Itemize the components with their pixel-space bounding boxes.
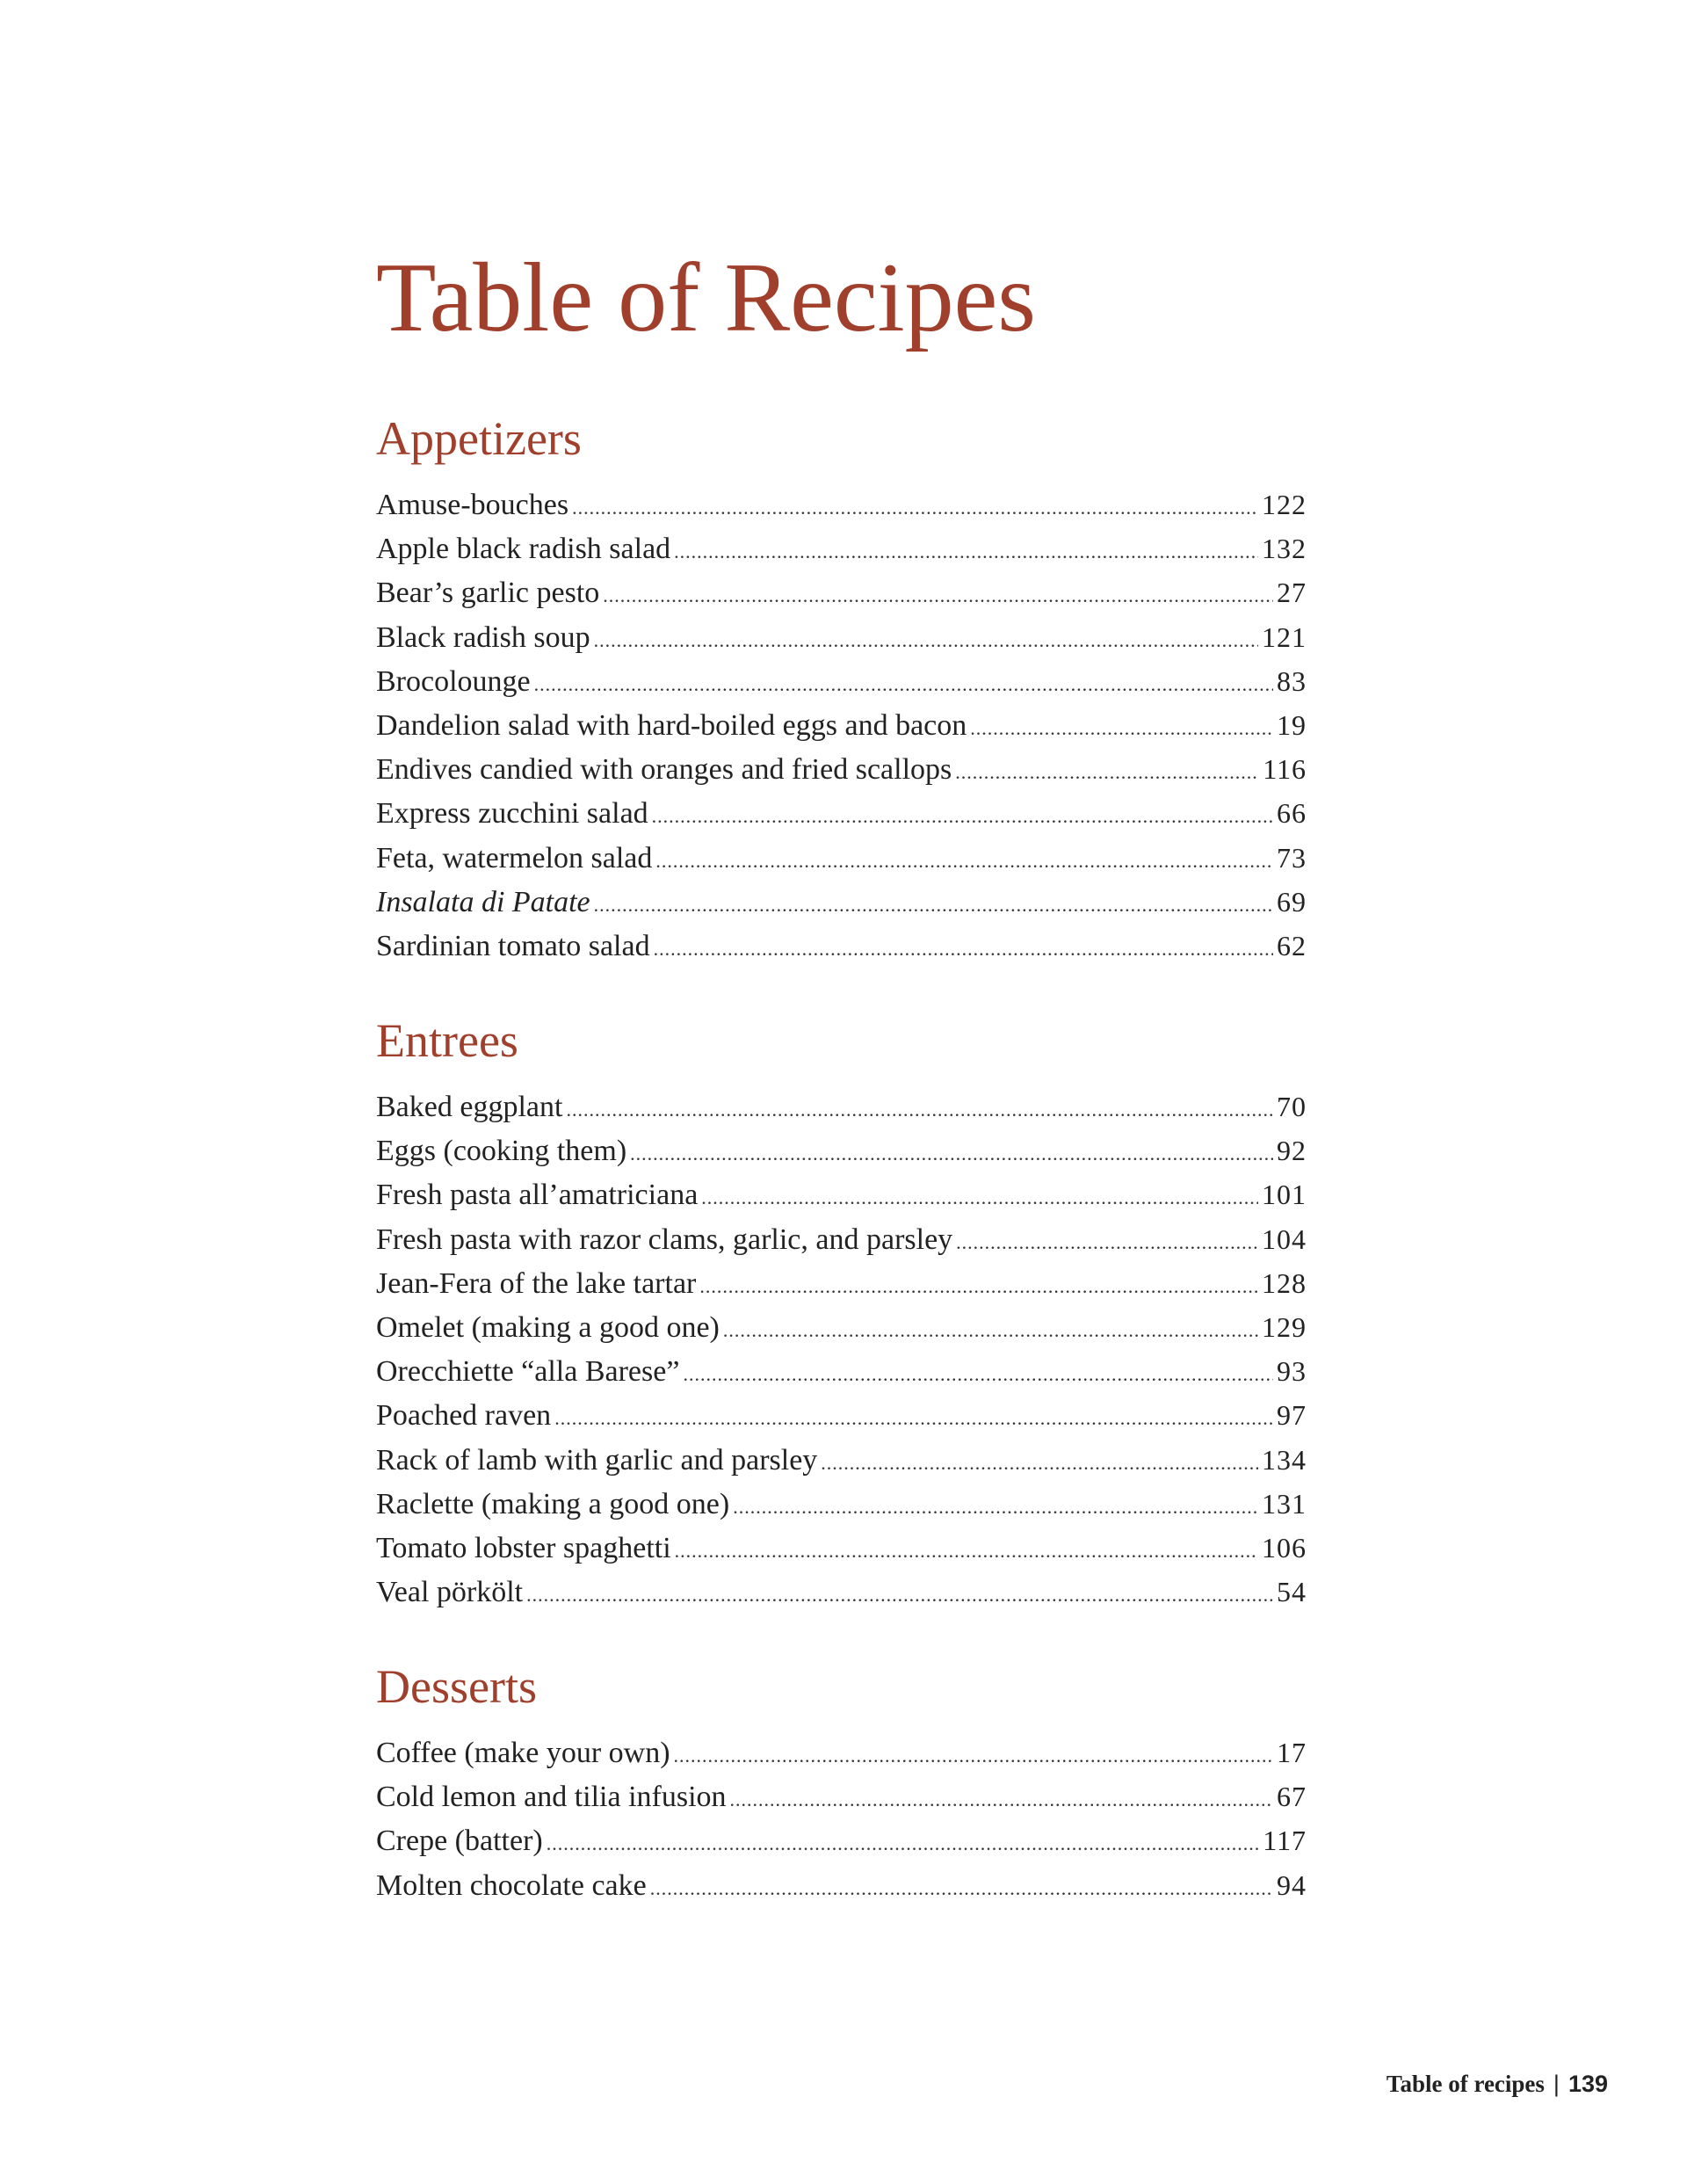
recipe-title: Endives candied with oranges and fried scallops: [376, 753, 952, 787]
recipe-title: Dandelion salad with hard-boiled eggs and bacon: [376, 708, 967, 742]
page-footer: [1353, 2071, 1608, 2098]
recipe-title: Omelet (making a good one): [376, 1310, 720, 1344]
recipe-entry: [376, 703, 1307, 747]
recipe-entry: [376, 1438, 1307, 1482]
recipe-entry: [376, 1261, 1307, 1305]
recipe-entry: [376, 880, 1307, 924]
recipe-page-number: 101: [1262, 1179, 1307, 1211]
recipe-page-number: 97: [1277, 1399, 1307, 1432]
dot-leader: [554, 1397, 1273, 1440]
recipe-page-number: 67: [1277, 1781, 1307, 1813]
dot-leader: [566, 1088, 1273, 1132]
recipe-title: Coffee (make your own): [376, 1737, 670, 1769]
recipe-entry: [376, 659, 1307, 703]
recipe-entry: [376, 1217, 1307, 1261]
recipe-title: Eggs (cooking them): [376, 1135, 627, 1168]
recipe-entry: [376, 924, 1307, 968]
recipe-entry: [376, 1818, 1307, 1862]
recipe-entry: [376, 1393, 1307, 1437]
page-title: Table of Recipes: [376, 243, 1036, 352]
recipe-title: Brocolounge: [376, 664, 531, 698]
dot-leader: [652, 795, 1273, 838]
dot-leader: [630, 1132, 1273, 1176]
dot-leader: [654, 927, 1273, 971]
recipe-page-number: 93: [1277, 1355, 1307, 1388]
recipe-title: Insalata di Patate: [376, 885, 590, 918]
recipe-entry: [376, 526, 1307, 570]
recipe-entry: [376, 570, 1307, 614]
dot-leader: [701, 1176, 1258, 1220]
recipe-entry: [376, 836, 1307, 880]
recipe-entry: [376, 1526, 1307, 1570]
recipe-title: Bear’s garlic pesto: [376, 577, 600, 610]
dot-leader: [572, 486, 1258, 530]
recipe-entry: [376, 483, 1307, 526]
recipe-title: Molten chocolate cake: [376, 1868, 647, 1902]
recipe-entry: [376, 1863, 1307, 1907]
recipe-title: Fresh pasta with razor clams, garlic, and parsley: [376, 1223, 953, 1256]
dot-leader: [683, 1353, 1273, 1397]
recipe-page-number: 73: [1277, 841, 1307, 874]
recipe-title: Cold lemon and tilia infusion: [376, 1781, 727, 1814]
recipe-title: Rack of lamb with garlic and parsley: [376, 1443, 818, 1477]
dot-leader: [733, 1485, 1258, 1529]
dot-leader: [956, 1221, 1258, 1265]
recipe-entry: [376, 615, 1307, 659]
dot-leader: [603, 574, 1273, 618]
recipe-page-number: 54: [1277, 1576, 1307, 1608]
recipe-entry: [376, 1731, 1307, 1774]
recipe-title: Crepe (batter): [376, 1825, 543, 1858]
recipe-entry: [376, 1570, 1307, 1614]
section-heading: Appetizers: [376, 412, 582, 465]
recipe-page-number: 66: [1277, 797, 1307, 830]
recipe-list: [376, 1731, 1307, 1907]
page-number: 139: [1568, 2071, 1608, 2097]
dot-leader: [955, 751, 1259, 795]
dot-leader: [650, 1867, 1273, 1911]
recipe-page-number: 94: [1277, 1868, 1307, 1901]
recipe-title: Baked eggplant: [376, 1091, 563, 1123]
recipe-list: [376, 483, 1307, 968]
recipe-title: Sardinian tomato salad: [376, 929, 650, 962]
dot-leader: [526, 1573, 1273, 1617]
footer-separator: |: [1553, 2071, 1560, 2097]
running-footer-title: Table of recipes: [1386, 2071, 1545, 2097]
recipe-page-number: 131: [1262, 1487, 1307, 1520]
recipe-title: Feta, watermelon salad: [376, 841, 653, 874]
recipe-entry: [376, 1482, 1307, 1526]
recipe-title: Fresh pasta all’amatriciana: [376, 1179, 699, 1212]
dot-leader: [594, 883, 1273, 927]
recipe-title: Orecchiette “alla Barese”: [376, 1355, 680, 1389]
dot-leader: [821, 1441, 1258, 1485]
recipe-page-number: 83: [1277, 664, 1307, 697]
dot-leader: [970, 707, 1273, 751]
recipe-page-number: 122: [1262, 489, 1307, 520]
recipe-entry: [376, 791, 1307, 835]
recipe-entry: [376, 747, 1307, 791]
recipe-page-number: 132: [1262, 533, 1307, 565]
recipe-page-number: 27: [1277, 577, 1307, 609]
recipe-page-number: 117: [1263, 1825, 1307, 1857]
dot-leader: [547, 1822, 1259, 1866]
recipe-list: [376, 1085, 1307, 1614]
recipe-page-number: 128: [1262, 1266, 1307, 1299]
recipe-entry: [376, 1172, 1307, 1216]
recipe-title: Amuse-bouches: [376, 489, 569, 521]
section-heading: Desserts: [376, 1660, 537, 1713]
recipe-page-number: 134: [1262, 1443, 1307, 1476]
recipe-entry: [376, 1085, 1307, 1128]
recipe-page-number: 62: [1277, 929, 1307, 961]
recipe-entry: [376, 1305, 1307, 1349]
dot-leader: [675, 1529, 1258, 1573]
recipe-page-number: 106: [1262, 1531, 1307, 1564]
dot-leader: [699, 1265, 1258, 1309]
dot-leader: [723, 1309, 1258, 1353]
section-entrees: [376, 1014, 1307, 1614]
section-appetizers: [376, 412, 1307, 968]
recipe-title: Apple black radish salad: [376, 533, 671, 566]
recipe-page-number: 69: [1277, 885, 1307, 918]
recipe-entry: [376, 1128, 1307, 1172]
recipe-title: Jean-Fera of the lake tartar: [376, 1266, 697, 1300]
recipe-title: Raclette (making a good one): [376, 1487, 730, 1520]
recipe-page-number: 121: [1262, 620, 1307, 653]
recipe-title: Poached raven: [376, 1399, 552, 1433]
recipe-page-number: 92: [1277, 1135, 1307, 1167]
recipe-page-number: 70: [1277, 1091, 1307, 1122]
recipe-page-number: 104: [1262, 1223, 1307, 1255]
recipe-title: Veal pörkölt: [376, 1576, 524, 1609]
recipe-page-number: 116: [1263, 753, 1307, 786]
dot-leader: [655, 839, 1273, 883]
recipe-title: Express zucchini salad: [376, 797, 648, 831]
recipe-title: Tomato lobster spaghetti: [376, 1531, 671, 1564]
dot-leader: [674, 530, 1258, 574]
dot-leader: [594, 619, 1258, 663]
recipe-page-number: 129: [1262, 1310, 1307, 1343]
recipe-entry: [376, 1774, 1307, 1818]
section-desserts: [376, 1660, 1307, 1907]
recipe-page-number: 17: [1277, 1737, 1307, 1768]
recipe-title: Black radish soup: [376, 620, 590, 654]
recipe-entry: [376, 1349, 1307, 1393]
dot-leader: [730, 1778, 1273, 1822]
section-heading: Entrees: [376, 1014, 518, 1067]
recipe-page-number: 19: [1277, 708, 1307, 741]
dot-leader: [674, 1734, 1273, 1778]
dot-leader: [534, 663, 1273, 707]
